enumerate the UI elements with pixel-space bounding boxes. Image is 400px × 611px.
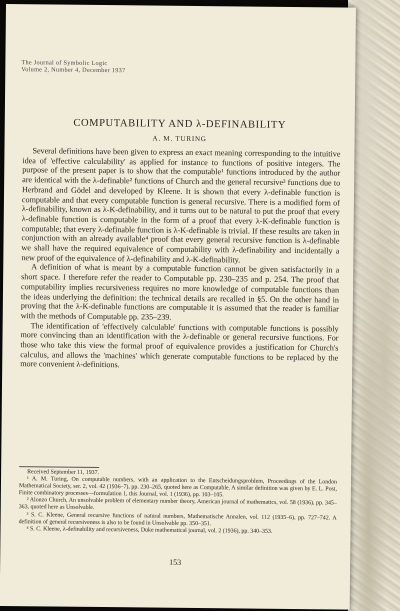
journal-volume: Volume 2, Number 4, December 1937 [21,66,126,75]
footnote-1: ¹ A. M. Turing, On computable numbers, with an application to the Entscheidungsproblem, Proceedings of the London Mathematical Society, ser. 2, vol. 42 (1936–7), pp. 230–265, quoted here as Computable. A similar definition was given by E. L. Post, Finite combinatory processes—formulation 1, this Journal, vol. 1 (1936), pp. 103–105. [18,476,338,499]
paragraph-3: The identification of 'effectively calculable' functions with computable functions is possibly more convincing than an identification with the λ-definable or general recursive functions. For those who take this view the formal proof of equivalence provides a justification for Church's calculus, and allows the 'machines' which generate computable functions to be replaced by the more convenient λ-definitions. [20,320,339,370]
footnote-2: ² Alonzo Church, An unsolvable problem of elementary number theory, American journal of mathematics, vol. 58 (1936), pp. 345–363, quoted here as Unsolvable. [18,497,337,512]
footnote-3: ³ S. C. Kleene, General recursive functions of natural numbers, Mathematische Annalen, vol. 112 (1935–6), pp. 727–742. A definition of general recursiveness is also to be found in Unsolvable pp. 350–351. [18,511,337,527]
paragraph-2: A definition of what is meant by a computable function cannot be given satisfactorily in a short space. I therefore refer the reader to Computable pp. 230–235 and p. 254. The proof that computability implies recursiveness requires no more knowledge of computable functions than the ideas underlying the definition: the technical details are recalled in §5. On the other hand in proving that the λ-K-definable functions are computable it is assumed that the reader is familiar with the methods of Computable pp. 235–239. [20,262,340,322]
footnotes [18,469,337,536]
page-number: 153 [169,557,182,567]
book-page [0,4,356,610]
journal-name: The Journal of Symbolic Logic [21,59,108,68]
footnote-received: Received September 11, 1937. [27,469,100,476]
journal-header [21,59,125,74]
footnote-4: ⁴ S. C. Kleene, λ-definability and recursiveness, Duke mathematical journal, vol. 2 (1936), pp. 340–353. [26,525,273,535]
paper-author: A. M. TURING [152,134,207,144]
footnote-rule [19,466,99,468]
paper-body [20,146,340,372]
marbled-endpaper [348,0,400,611]
paper-title: COMPUTABILITY AND λ-DEFINABILITY [73,117,287,131]
paragraph-1: Several definitions have been given to express an exact meaning corresponding to the intuitive idea of 'effective calculability' as applied for instance to functions of positive integers. The purpose of the present paper is to show that the computable¹ functions introduced by the author are identical with the λ-definable² functions of Church and the general recursive³ functions due to Herbrand and Gödel and developed by Kleene. It is shown that every λ-definable function is computable and that every computable function is general recursive. There is a modified form of λ-definability, known as λ-K-definability, and it turns out to be natural to put the proof that every λ-definable function is computable in the form of a proof that every λ-K-definable function is computable; that every λ-definable function is λ-K-definable is trivial. If these results are taken in conjunction with an already available⁴ proof that every general recursive function is λ-definable we shall have the required equivalence of computability with λ-definability and incidentally a new proof of the equivalence of λ-definability and λ-K-definability. [21,146,341,265]
